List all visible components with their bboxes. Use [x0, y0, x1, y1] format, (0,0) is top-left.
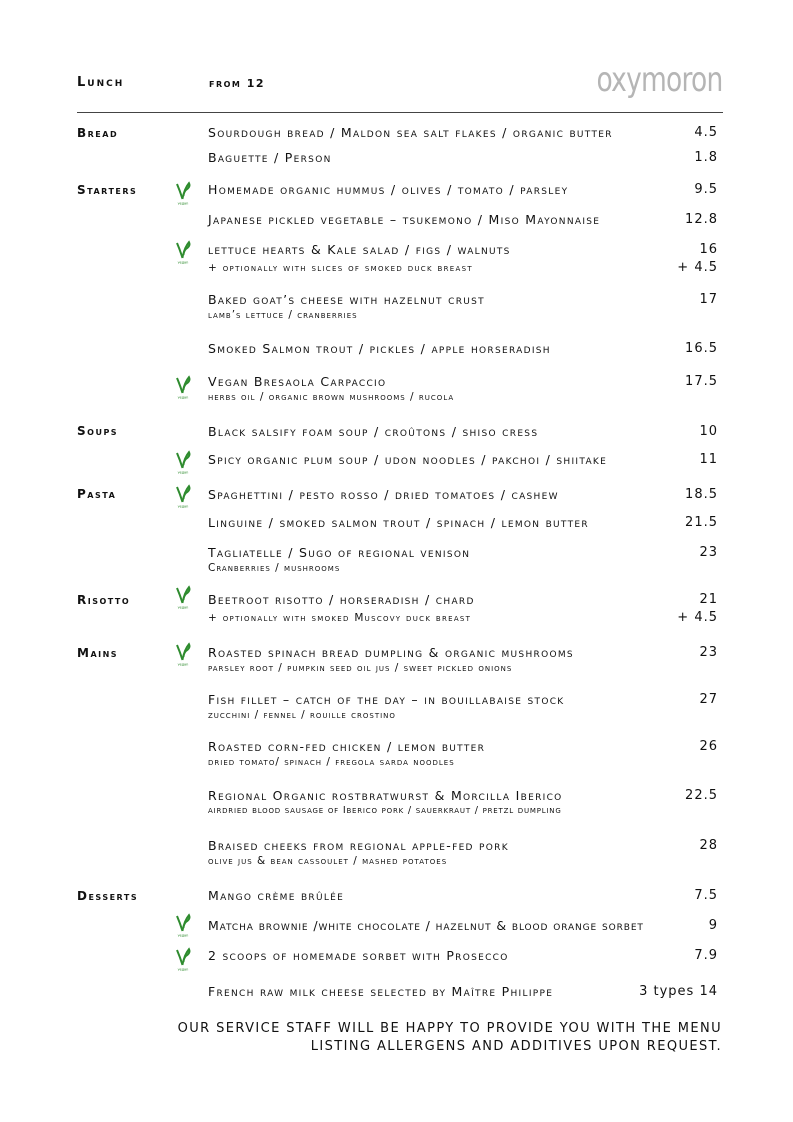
item-name: Japanese pickled vegetable – tsukemono / Miso Mayonnaise	[208, 212, 601, 227]
item-option: + optionally with smoked Muscovy duck breast	[208, 612, 472, 624]
item-name: Braised cheeks from regional apple-fed pork	[208, 838, 509, 853]
menu-item	[208, 515, 718, 533]
category-pasta: Pasta	[77, 487, 117, 501]
item-price: 7.9	[694, 948, 718, 963]
item-name: Baguette / Person	[208, 150, 332, 165]
item-description: zucchini / fennel / rouille crostino	[208, 709, 396, 721]
menu-item	[208, 341, 718, 359]
menu-item	[208, 948, 718, 966]
item-price: 26	[699, 739, 718, 754]
item-price: 11	[699, 452, 718, 467]
category-bread: Bread	[77, 126, 119, 140]
item-price: 23	[699, 545, 718, 560]
item-price: 22.5	[685, 788, 718, 803]
vegan-icon	[174, 450, 192, 474]
svg-text:vegan: vegan	[177, 260, 189, 264]
item-name: 2 scoops of homemade sorbet with Prosecco	[208, 948, 509, 963]
allergen-notice	[178, 1020, 722, 1056]
allergen-notice-line-1: OUR SERVICE STAFF WILL BE HAPPY TO PROVIDE YOU WITH THE MENU	[177, 1021, 722, 1036]
menu-item	[208, 242, 718, 278]
item-name: Roasted spinach bread dumpling & organic mushrooms	[208, 645, 574, 660]
category-mains: Mains	[77, 646, 119, 660]
item-name: Mango crème brûlée	[208, 888, 345, 903]
item-name: Homemade organic hummus / olives / tomato / parsley	[208, 182, 569, 197]
item-description: herbs oil / organic brown mushrooms / rucola	[208, 391, 455, 403]
menu-header	[77, 60, 723, 113]
item-price: 21.5	[685, 515, 718, 530]
item-description: olive jus & bean cassoulet / mashed potatoes	[208, 855, 448, 867]
menu-item	[208, 487, 718, 505]
item-name: Regional Organic rostbratwurst & Morcilla Iberico	[208, 788, 563, 803]
vegan-icon	[174, 181, 192, 205]
menu-item	[208, 739, 718, 768]
category-risotto: Risotto	[77, 593, 131, 607]
item-name: French raw milk cheese selected by Maître Philippe	[208, 984, 554, 999]
vegan-icon	[174, 947, 192, 971]
menu-item	[208, 645, 718, 674]
item-price: 16.5	[685, 341, 718, 356]
item-option: + optionally with slices of smoked duck breast	[208, 262, 473, 274]
menu-item	[208, 452, 718, 470]
item-name: Tagliatelle / Sugo of regional venison	[208, 545, 471, 560]
item-name: Vegan Bresaola Carpaccio	[208, 374, 387, 389]
item-price: 4.5	[694, 125, 718, 140]
svg-text:vegan: vegan	[177, 395, 189, 399]
allergen-notice-line-2: LISTING ALLERGENS AND ADDITIVES UPON REQUEST.	[310, 1039, 722, 1054]
item-price: 3 types 14	[639, 984, 718, 999]
item-name: Beetroot risotto / horseradish / chard	[208, 592, 475, 607]
svg-text:vegan: vegan	[177, 201, 189, 205]
category-desserts: Desserts	[77, 889, 139, 903]
menu-item	[208, 374, 718, 403]
menu-item	[208, 692, 718, 721]
category-soups: Soups	[77, 424, 119, 438]
serving-time: from 12	[209, 77, 266, 90]
item-price: 12.8	[685, 212, 718, 227]
vegan-icon	[174, 913, 192, 937]
item-name: Sourdough bread / Maldon sea salt flakes / organic butter	[208, 125, 613, 140]
item-price: 27	[699, 692, 718, 707]
item-price: 17.5	[685, 374, 718, 389]
menu-item	[208, 424, 718, 442]
option-price: + 4.5	[677, 260, 718, 275]
item-name: Spaghettini / pesto rosso / dried tomatoes / cashew	[208, 487, 559, 502]
item-description: parsley root / pumpkin seed oil jus / sweet pickled onions	[208, 662, 513, 674]
item-price: 23	[699, 645, 718, 660]
menu-item	[208, 292, 718, 321]
item-price: 7.5	[694, 888, 718, 903]
item-name: Linguine / smoked salmon trout / spinach / lemon butter	[208, 515, 589, 530]
menu-item	[208, 918, 718, 936]
option-price: + 4.5	[677, 610, 718, 625]
menu-item	[208, 888, 718, 906]
vegan-icon	[174, 642, 192, 666]
item-description: Cranberries / mushrooms	[208, 562, 341, 574]
item-description: airdried blood sausage of Iberico pork / sauerkraut / pretzl dumpling	[208, 805, 562, 816]
svg-text:vegan: vegan	[177, 605, 189, 609]
svg-text:vegan: vegan	[177, 933, 189, 937]
item-name: Roasted corn-fed chicken / lemon butter	[208, 739, 486, 754]
svg-text:vegan: vegan	[177, 504, 189, 508]
menu-item	[208, 182, 718, 200]
item-name: Black salsify foam soup / croûtons / shiso cress	[208, 424, 539, 439]
item-name: Spicy organic plum soup / udon noodles / pakchoi / shiitake	[208, 452, 608, 467]
item-price: 21	[699, 592, 718, 607]
menu-item	[208, 125, 718, 143]
menu-item	[208, 592, 718, 628]
section-title: Lunch	[77, 75, 125, 90]
item-price: 9	[708, 918, 718, 933]
item-price: 16	[699, 242, 718, 257]
item-price: 9.5	[694, 182, 718, 197]
menu-item	[208, 838, 718, 867]
vegan-icon	[174, 484, 192, 508]
item-description: lamb’s lettuce / cranberries	[208, 309, 358, 321]
item-description: dried tomato/ spinach / fregola sarda noodles	[208, 756, 455, 768]
item-name: lettuce hearts & Kale salad / figs / walnuts	[208, 242, 511, 257]
item-name: Matcha brownie /white chocolate / hazelnut & blood orange sorbet	[208, 918, 644, 933]
svg-text:vegan: vegan	[177, 470, 189, 474]
menu-item	[208, 545, 718, 574]
logo: oxymoron	[597, 60, 723, 100]
item-price: 18.5	[685, 487, 718, 502]
menu-item	[208, 150, 718, 168]
item-price: 10	[699, 424, 718, 439]
svg-text:vegan: vegan	[177, 662, 189, 666]
vegan-icon	[174, 240, 192, 264]
vegan-icon	[174, 375, 192, 399]
menu-item	[208, 984, 718, 1002]
menu-item	[208, 788, 718, 816]
category-starters: Starters	[77, 183, 138, 197]
menu-item	[208, 212, 718, 230]
item-price: 17	[699, 292, 718, 307]
item-name: Baked goat’s cheese with hazelnut crust	[208, 292, 485, 307]
item-name: Smoked Salmon trout / pickles / apple horseradish	[208, 341, 551, 356]
item-name: Fish fillet – catch of the day – in bouillabaise stock	[208, 692, 565, 707]
svg-text:vegan: vegan	[177, 967, 189, 971]
item-price: 1.8	[694, 150, 718, 165]
item-price: 28	[699, 838, 718, 853]
vegan-icon	[174, 585, 192, 609]
